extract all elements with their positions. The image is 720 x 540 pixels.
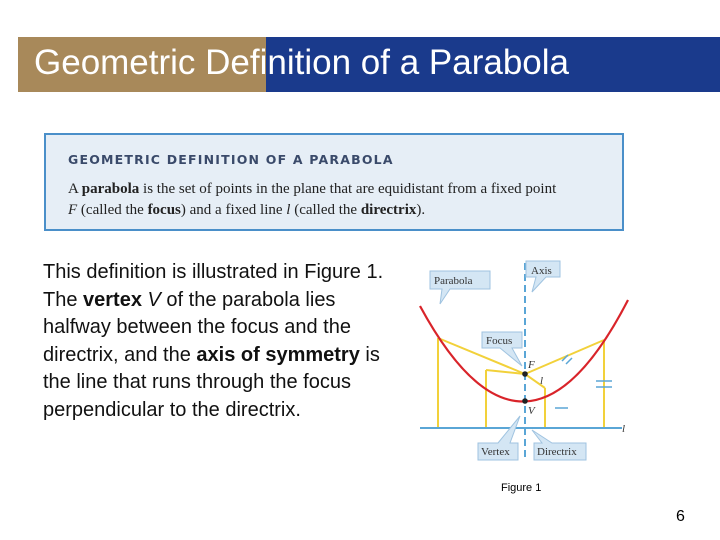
definition-text bbox=[68, 179, 613, 221]
var-F: F bbox=[68, 202, 78, 218]
term-parabola: parabola bbox=[81, 181, 140, 197]
label-F: F bbox=[528, 359, 535, 371]
var-l: l bbox=[286, 202, 291, 218]
focus-point bbox=[522, 371, 528, 377]
definition-heading: GEOMETRIC DEFINITION OF A PARABOLA bbox=[68, 152, 394, 167]
vertex-term: vertex bbox=[83, 288, 142, 311]
def-line1-prefix: A bbox=[68, 181, 82, 197]
def-line1-rest: is the set of points in the plane that are equidistant from a fixed point bbox=[139, 181, 557, 197]
term-directrix: directrix bbox=[360, 202, 417, 218]
def-line2-mid3: (called the bbox=[290, 202, 361, 218]
def-line2-mid2: ) and a fixed line bbox=[180, 202, 287, 218]
body-paragraph bbox=[43, 259, 388, 424]
callout-parabola bbox=[430, 271, 490, 304]
vertex-var: V bbox=[147, 288, 161, 311]
equidistance-segments bbox=[438, 338, 604, 428]
label-segment-l: l bbox=[540, 375, 544, 387]
page-number: 6 bbox=[676, 508, 685, 525]
definition-box bbox=[44, 133, 624, 231]
callout-vertex-label: Vertex bbox=[481, 446, 510, 458]
vertex-point bbox=[522, 398, 528, 404]
callout-focus bbox=[482, 332, 522, 366]
parabola-figure bbox=[400, 258, 640, 468]
callout-axis-label: Axis bbox=[531, 265, 552, 277]
label-directrix-l: l bbox=[622, 423, 626, 435]
axis-term: axis of symmetry bbox=[196, 343, 360, 366]
def-line2-mid1: (called the bbox=[77, 202, 148, 218]
callout-vertex bbox=[478, 416, 520, 460]
slide-title: Geometric Definition of a Parabola bbox=[34, 43, 569, 82]
tick-mark bbox=[566, 358, 572, 364]
body-p2: of the parabola lies halfway between the focus and the directrix, and the bbox=[43, 288, 351, 366]
callout-directrix bbox=[532, 430, 586, 460]
term-focus: focus bbox=[147, 202, 181, 218]
body-p1: This definition is illustrated in Figure 1. The bbox=[43, 261, 384, 311]
figure-caption: Figure 1 bbox=[501, 482, 542, 494]
callout-focus-label: Focus bbox=[486, 335, 513, 347]
callout-axis bbox=[526, 261, 560, 292]
title-bar bbox=[18, 37, 720, 92]
callout-directrix-label: Directrix bbox=[537, 446, 577, 458]
def-line2-end: ). bbox=[416, 202, 426, 218]
label-V: V bbox=[528, 405, 535, 417]
callout-parabola-label: Parabola bbox=[434, 275, 473, 287]
body-p3: is the line that runs through the focus perpendicular to the directrix. bbox=[43, 343, 380, 421]
